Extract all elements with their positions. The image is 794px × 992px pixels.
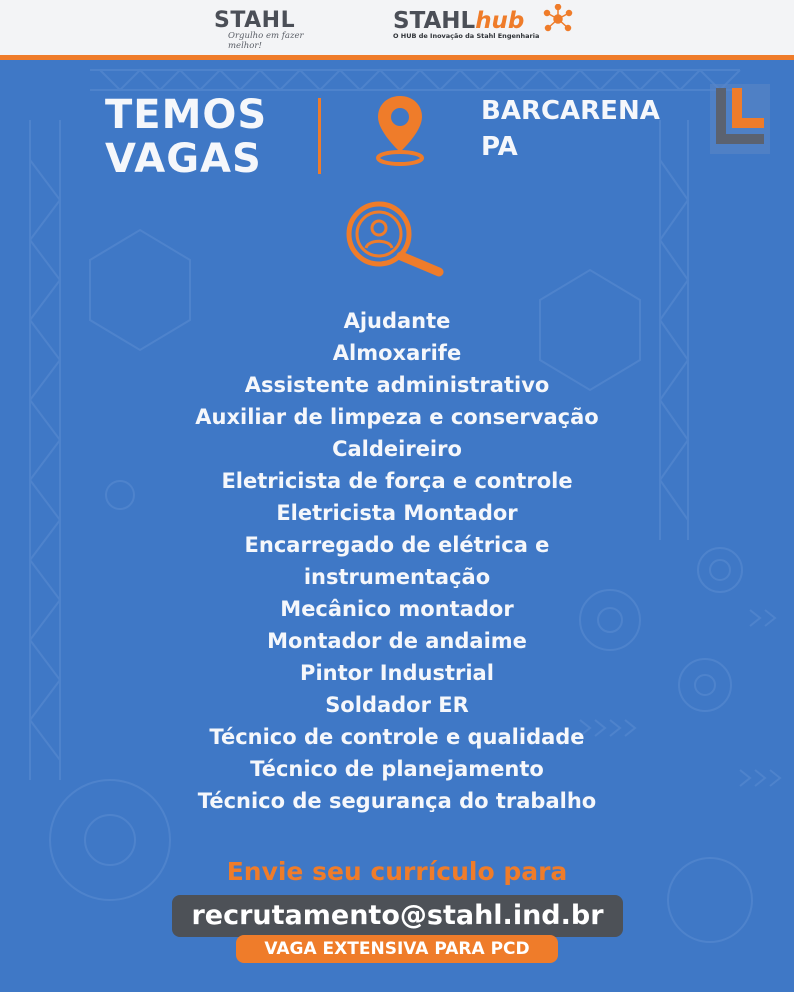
job-item: Ajudante [343,309,451,333]
job-item: Montador de andaime [267,629,527,653]
stahl-hub-logo [393,8,593,52]
headline-line-2: VAGAS [105,136,262,182]
job-item: Almoxarife [332,341,462,365]
hub-logo-tagline: O HUB de Inovação da Stahl Engenharia [393,32,540,40]
location [481,93,660,165]
stahl-logo [214,8,334,52]
job-item: instrumentação [303,565,491,589]
job-item: Assistente administrativo [244,373,550,397]
stahl-corner-logo-icon [710,84,770,154]
headline-line-1: TEMOS [105,92,268,138]
hub-logo-hub: hub [475,8,525,34]
location-pin-icon [372,92,428,168]
job-item: Eletricista de força e controle [221,469,573,493]
hub-logo-word: STAHL [393,8,476,34]
job-item: Pintor Industrial [300,661,494,685]
search-person-icon [343,200,449,280]
headline [105,93,267,181]
cta-text: Envie seu currículo para [226,857,568,886]
job-item: Mecânico montador [280,597,514,621]
job-item: Técnico de controle e qualidade [209,725,585,749]
job-item: Eletricista Montador [276,501,518,525]
job-item: Técnico de segurança do trabalho [197,789,597,813]
job-item: Caldeireiro [332,437,462,461]
stahl-logo-tagline: Orgulho em fazer melhor! [228,31,304,51]
network-node-icon [543,4,573,34]
job-item: Encarregado de elétrica e [244,533,550,557]
pcd-badge: VAGA EXTENSIVA PARA PCD [236,935,558,963]
headline-divider [318,98,321,174]
job-item: Soldador ER [325,693,469,717]
job-item: Auxiliar de limpeza e conservação [195,405,599,429]
location-city: BARCARENA [481,96,660,126]
location-state: PA [481,132,518,162]
job-list [0,305,794,817]
stahl-logo-word: STAHL [214,8,296,33]
recruitment-email[interactable]: recrutamento@stahl.ind.br [172,895,623,937]
job-item: Técnico de planejamento [250,757,544,781]
